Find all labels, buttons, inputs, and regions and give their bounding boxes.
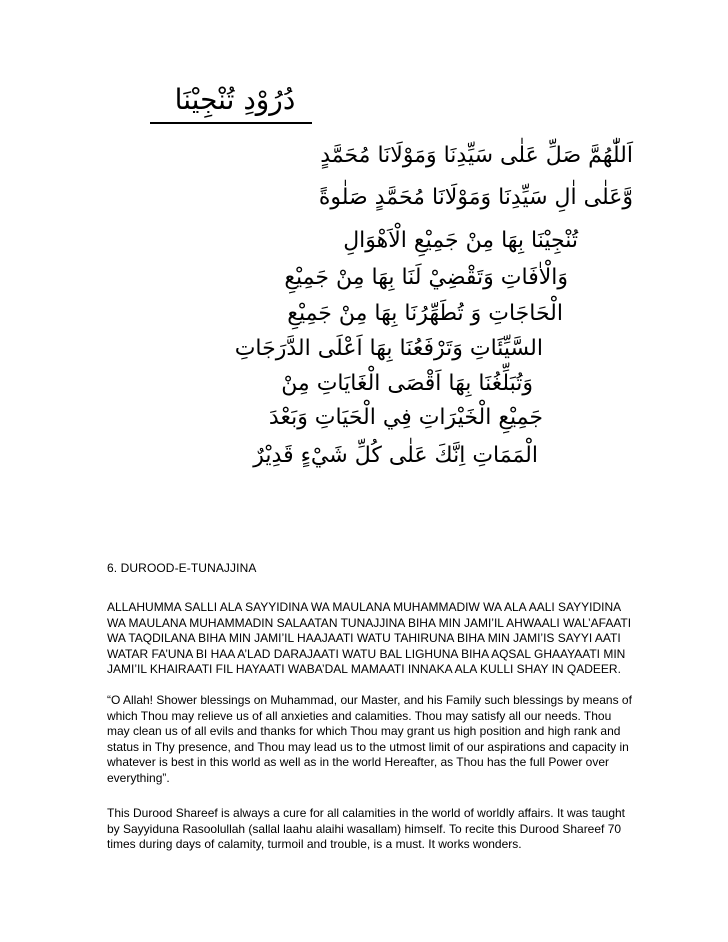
arabic-line-4: وَالْاٰفَاتِ وَتَقْضِيْ لَنَا بِهَا مِنْ جَمِيْعِ [284, 265, 568, 290]
translation-paragraph: “O Allah! Shower blessings on Muhammad, our Master, and his Family such blessings by means of which Thou may relieve us of all anxieties and calamities. Thou may satisfy all our needs. Thou may clean us of all evils and thanks for which Thou may grant us high position and high rank and status in Thy presence, and Thou may lead us to the utmost limit of our aspirations and capacity in whatever is best in this world as well as in the world Hereafter, as Thou has the full Power over everything”. [107, 693, 632, 785]
arabic-line-6: السَّيِّئَاتِ وَتَرْفَعُنَا بِهَا اَعْلَى الدَّرَجَاتِ [234, 336, 543, 361]
transliteration-paragraph: ALLAHUMMA SALLI ALA SAYYIDINA WA MAULANA MUHAMMADIW WA ALA AALI SAYYIDINA WA MAULANA MUHAMMADIN SALAATAN TUNAJJINA BIHA MIN JAMI’IL AHWAALI WAL’AFAATI WA TAQDILANA BIHA MIN JAMI’IL HAAJAATI WATU TAHIRUNA BIHA MIN JAMI’IS SAYYI AATI WATAR FA’UNA BI HAA A’LAD DARAJAATI WATU BAL LIGHUNA BIHA AQSAL GHAAYAATI MIN JAMI’IL KHAIRAATI FIL HAYAATI WABA’DAL MAMAATI INNAKA ALA KULLI SHAY IN QADEER. [107, 600, 632, 677]
arabic-line-8: جَمِيْعِ الْخَيْرَاتِ فِي الْحَيَاتِ وَبَعْدَ [268, 405, 543, 430]
arabic-line-5: الْحَاجَاتِ وَ تُطَهِّرُنَا بِهَا مِنْ جَمِيْعِ [287, 301, 563, 326]
arabic-title: دُرُوْدِ تُنْجِيْنَا [174, 83, 296, 116]
arabic-line-7: وَتُبَلِّغُنَا بِهَا اَقْصَى الْغَايَاتِ مِنْ [281, 371, 533, 396]
arabic-line-1: اَللّٰهُمَّ صَلِّ عَلٰى سَيِّدِنَا وَمَوْلَانَا مُحَمَّدٍ [320, 143, 633, 168]
benefit-paragraph: This Durood Shareef is always a cure for all calamities in the world of worldly affairs. It was taught by Sayyiduna Rasoolullah (sallal laahu alaihi wasallam) himself. To recite this Durood Shareef 70 times during days of calamity, turmoil and trouble, is a must. It works wonders. [107, 806, 626, 852]
arabic-line-2: وَّعَلٰى اٰلِ سَيِّدِنَا وَمَوْلَانَا مُحَمَّدٍ صَلٰوةً [318, 185, 633, 210]
section-heading: 6. DUROOD-E-TUNAJJINA [107, 561, 257, 575]
arabic-line-9: الْمَمَاتِ اِنَّكَ عَلٰى كُلِّ شَيْءٍ قَدِيْرٌ [253, 443, 538, 468]
arabic-line-3: تُنْجِيْنَا بِهَا مِنْ جَمِيْعِ الْاَهْوَالِ [343, 228, 578, 253]
arabic-title-underline [150, 122, 312, 124]
